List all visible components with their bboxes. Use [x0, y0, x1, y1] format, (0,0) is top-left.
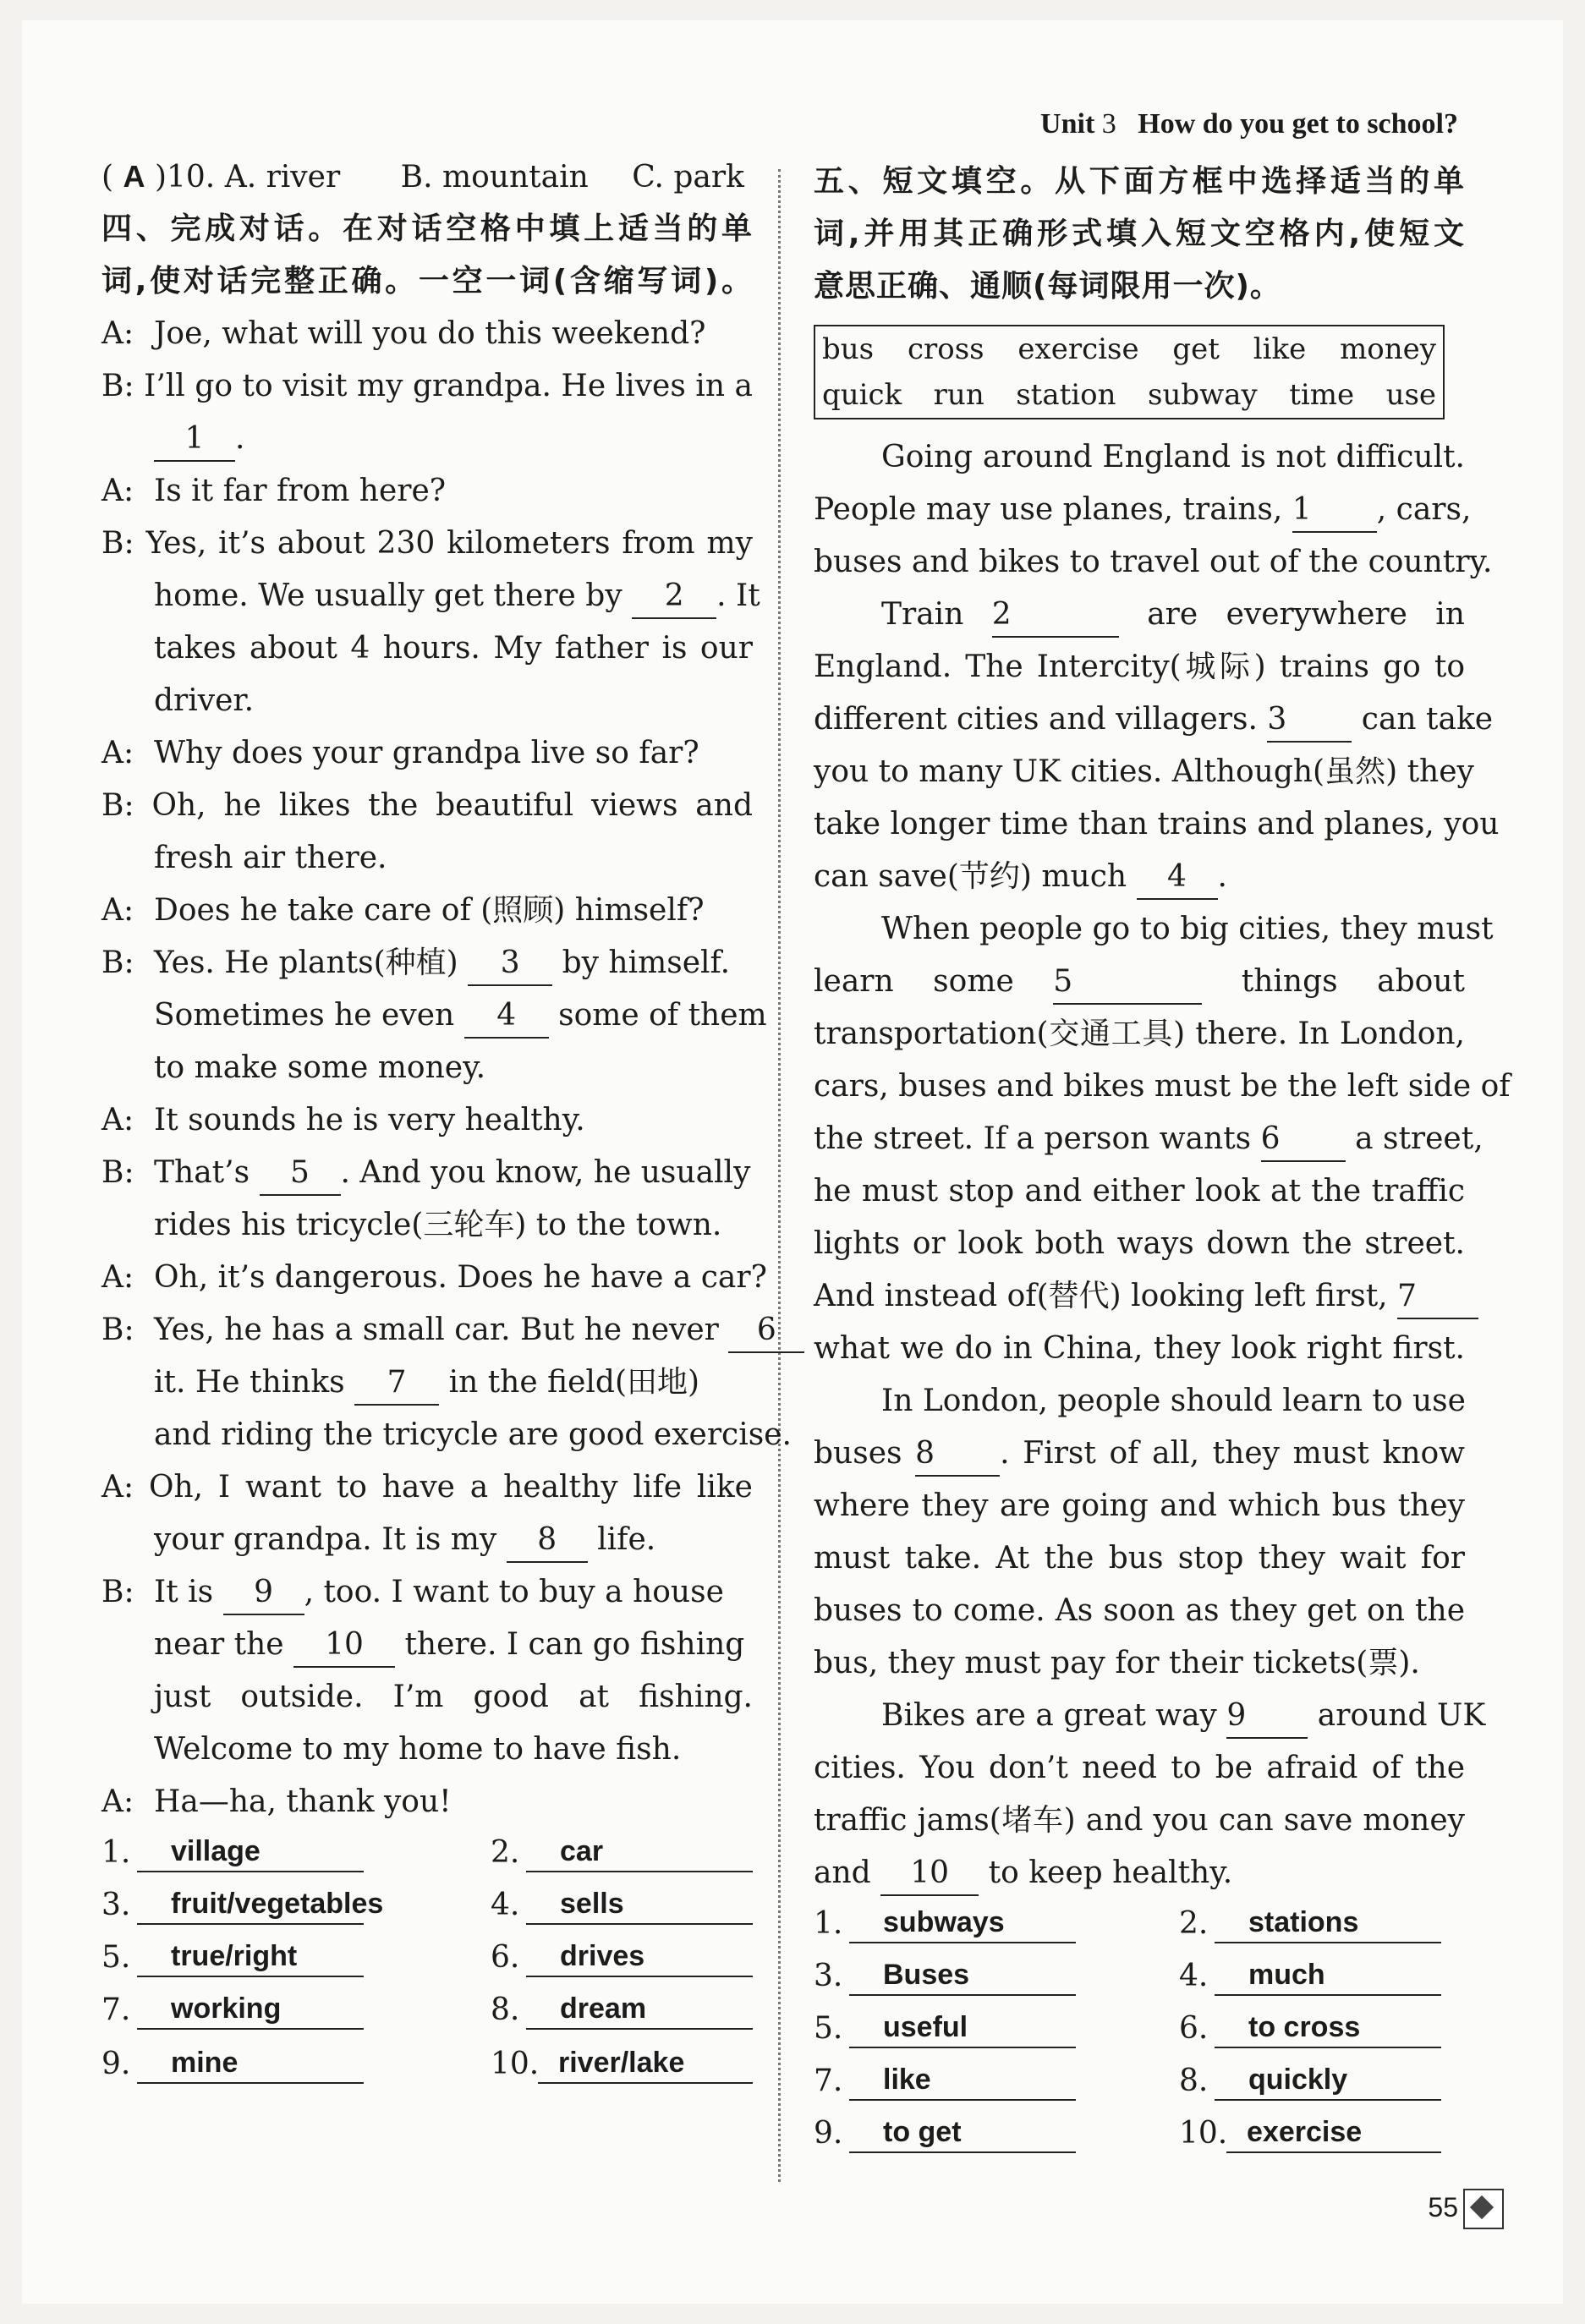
running-header — [1040, 108, 1458, 140]
passage-blank-5[interactable]: 5 — [1053, 961, 1202, 1005]
section-5-instruction-2: 词,并用其正确形式填入短文空格内,使短文 — [814, 217, 1465, 251]
section-4-instruction-1: 四、完成对话。在对话空格中填上适当的单 — [101, 211, 753, 246]
passage-blank-2[interactable]: 2 — [992, 594, 1119, 638]
word-bank-row-2 — [822, 372, 1436, 418]
answer-item: 1. subways — [814, 1898, 847, 1950]
blank-5[interactable]: 5 — [260, 1152, 341, 1196]
word-bank-item: station — [1016, 378, 1116, 412]
dialog-line: B: I’ll go to visit my grandpa. He lives in a — [101, 369, 753, 403]
answer-item: 4. sells — [491, 1879, 524, 1932]
blank-1[interactable]: 1 — [154, 418, 235, 462]
passage-line: bus, they must pay for their tickets(票). — [814, 1646, 1420, 1680]
dialog-line: A: It sounds he is very healthy. — [101, 1103, 585, 1137]
answer-item: 10. exercise — [1179, 2107, 1225, 2160]
passage-line: Going around England is not difficult. — [881, 440, 1465, 474]
dialog-line: A: Is it far from here? — [101, 474, 447, 508]
blank-4[interactable]: 4 — [464, 995, 549, 1039]
section-5-instruction-3: 意思正确、通顺(每词限用一次)。 — [814, 269, 1281, 304]
dialog-line: A: Ha—ha, thank you! — [101, 1784, 452, 1819]
word-bank-box — [814, 325, 1445, 419]
passage-line: Train 2 are everywhere in — [881, 589, 1465, 641]
passage-line: traffic jams(堵车) and you can save money — [814, 1803, 1465, 1838]
word-bank-item: like — [1253, 332, 1307, 366]
passage-line: take longer time than trains and planes, you — [814, 807, 1500, 841]
dialog-line: driver. — [154, 683, 255, 718]
passage-line: lights or look both ways down the street. — [814, 1226, 1465, 1261]
question-10: ( A )10. A. river B. mountain C. park — [101, 159, 744, 195]
blank-2[interactable]: 2 — [632, 575, 716, 619]
passage-blank-3[interactable]: 3 — [1267, 699, 1352, 743]
page-number: 55 — [1428, 2192, 1458, 2223]
blank-7[interactable]: 7 — [354, 1362, 439, 1406]
dialog-line: and riding the tricycle are good exercise. — [154, 1417, 792, 1452]
passage-line: cities. You don’t need to be afraid of the — [814, 1751, 1465, 1785]
dialog-line: near the 10 there. I can go fishing — [154, 1619, 753, 1671]
dialog-line: to make some money. — [154, 1050, 486, 1085]
dialog-line: B: Yes, he has a small car. But he never 6 — [101, 1304, 753, 1357]
passage-line: and 10 to keep healthy. — [814, 1847, 1465, 1899]
passage-blank-1[interactable]: 1 — [1292, 489, 1377, 533]
passage-line: can save(节约) much 4 . — [814, 851, 1465, 903]
blank-10[interactable]: 10 — [293, 1624, 395, 1668]
word-bank-item: time — [1289, 378, 1355, 412]
answer-item: 6. drives — [491, 1932, 524, 1984]
dialog-line: B: Yes. He plants(种植) 3 by himself. — [101, 937, 753, 989]
dialog-line: rides his tricycle(三轮车) to the town. — [154, 1208, 722, 1242]
passage-line: And instead of(替代) looking left first, 7 — [814, 1270, 1465, 1323]
dialog-line: B: Yes, it’s about 230 kilometers from my — [101, 526, 753, 561]
answer-item: 5. true/right — [101, 1932, 135, 1984]
passage-line: must take. At the bus stop they wait for — [814, 1541, 1465, 1576]
section-5-instruction-1: 五、短文填空。从下面方框中选择适当的单 — [814, 164, 1465, 199]
passage-line: what we do in China, they look right first. — [814, 1331, 1465, 1366]
dialog-line: A: Why does your grandpa live so far? — [101, 736, 699, 770]
dialog-line: A: Oh, I want to have a healthy life like — [101, 1470, 753, 1505]
passage-line: In London, people should learn to use — [881, 1384, 1466, 1418]
section-4-instruction-2: 词,使对话完整正确。一空一词(含缩写词)。 — [101, 264, 753, 299]
diamond-icon — [1463, 2189, 1504, 2229]
answer-item: 6. to cross — [1179, 2003, 1213, 2055]
word-bank-item: money — [1340, 332, 1436, 366]
dialog-line: takes about 4 hours. My father is our — [154, 631, 753, 666]
answer-item: 5. useful — [814, 2003, 847, 2055]
word-bank-item: run — [933, 378, 984, 412]
word-bank-item: cross — [907, 332, 984, 366]
word-bank-item: get — [1172, 332, 1220, 366]
passage-line: learn some 5 things about — [814, 956, 1465, 1008]
dialog-line: Welcome to my home to have fish. — [154, 1732, 682, 1767]
passage-line: buses 8 . First of all, they must know — [814, 1428, 1465, 1480]
passage-line: buses and bikes to travel out of the country. — [814, 545, 1493, 579]
dialog-line: A: Oh, it’s dangerous. Does he have a car? — [101, 1260, 767, 1295]
passage-blank-7[interactable]: 7 — [1397, 1275, 1478, 1319]
word-bank-item: exercise — [1017, 332, 1139, 366]
passage-line: England. The Intercity(城际) trains go to — [814, 650, 1465, 684]
word-bank-row-1 — [822, 326, 1436, 372]
answer-item: 10. river/lake — [491, 2038, 536, 2091]
answer-item: 7. working — [101, 1984, 135, 2036]
passage-line: Bikes are a great way 9 around UK — [881, 1690, 1465, 1742]
answer-item: 3. fruit/vegetables — [101, 1879, 135, 1932]
answer-item: 9. mine — [101, 2038, 135, 2091]
column-divider — [778, 169, 781, 2182]
blank-9[interactable]: 9 — [223, 1571, 304, 1615]
passage-line: cars, buses and bikes must be the left side of — [814, 1069, 1511, 1104]
passage-blank-10[interactable]: 10 — [880, 1852, 979, 1896]
answer-item: 1. village — [101, 1827, 135, 1879]
dialog-line: A: Joe, what will you do this weekend? — [101, 316, 706, 351]
dialog-line: fresh air there. — [154, 841, 387, 875]
blank-8[interactable]: 8 — [507, 1519, 588, 1563]
word-bank-item: subway — [1148, 378, 1258, 412]
dialog-line: home. We usually get there by 2 . It — [154, 570, 753, 622]
passage-line: People may use planes, trains, 1 , cars, — [814, 484, 1465, 536]
header-title: How do you get to school? — [1138, 108, 1458, 140]
answer-item: 9. to get — [814, 2107, 847, 2160]
dialog-line: B: Oh, he likes the beautiful views and — [101, 788, 753, 823]
dialog-line: it. He thinks 7 in the field(田地) — [154, 1357, 753, 1409]
answer-item: 2. car — [491, 1827, 524, 1879]
dialog-line: B: That’s 5 . And you know, he usually — [101, 1147, 753, 1199]
header-unit: Unit — [1040, 108, 1095, 140]
dialog-line: B: It is 9 , too. I want to buy a house — [101, 1566, 753, 1619]
passage-line: where they are going and which bus they — [814, 1488, 1465, 1523]
dialog-line: 1 . — [154, 413, 753, 465]
blank-6[interactable]: 6 — [728, 1309, 804, 1353]
blank-3[interactable]: 3 — [468, 942, 552, 986]
passage-blank-8[interactable]: 8 — [915, 1433, 1000, 1477]
header-unit-number: 3 — [1101, 108, 1116, 140]
dialog-line: just outside. I’m good at fishing. — [154, 1680, 753, 1714]
word-bank-item: use — [1385, 378, 1437, 412]
answer-item: 8. dream — [491, 1984, 524, 2036]
passage-blank-9[interactable]: 9 — [1226, 1695, 1308, 1739]
passage-line: he must stop and either look at the traffic — [814, 1174, 1465, 1209]
passage-line: the street. If a person wants 6 a street, — [814, 1113, 1465, 1165]
answer-item: 7. like — [814, 2055, 847, 2107]
passage-line: different cities and villagers. 3 can take — [814, 693, 1465, 746]
dialog-line: Sometimes he even 4 some of them — [154, 989, 753, 1042]
word-bank-item: bus — [822, 332, 875, 366]
answer-item: 3. Buses — [814, 1950, 847, 2003]
passage-blank-6[interactable]: 6 — [1261, 1118, 1346, 1162]
dialog-line: your grandpa. It is my 8 life. — [154, 1514, 753, 1566]
passage-line: When people go to big cities, they must — [881, 912, 1494, 946]
word-bank-item: quick — [822, 378, 902, 412]
answer-item: 2. stations — [1179, 1898, 1213, 1950]
answer-item: 8. quickly — [1179, 2055, 1213, 2107]
q10-answer: A — [123, 159, 145, 194]
passage-line: buses to come. As soon as they get on the — [814, 1593, 1465, 1628]
passage-line: transportation(交通工具) there. In London, — [814, 1017, 1465, 1051]
passage-line: you to many UK cities. Although(虽然) they — [814, 754, 1474, 789]
dialog-line: A: Does he take care of (照顾) himself? — [101, 893, 705, 928]
answer-item: 4. much — [1179, 1950, 1213, 2003]
passage-blank-4[interactable]: 4 — [1137, 856, 1218, 900]
